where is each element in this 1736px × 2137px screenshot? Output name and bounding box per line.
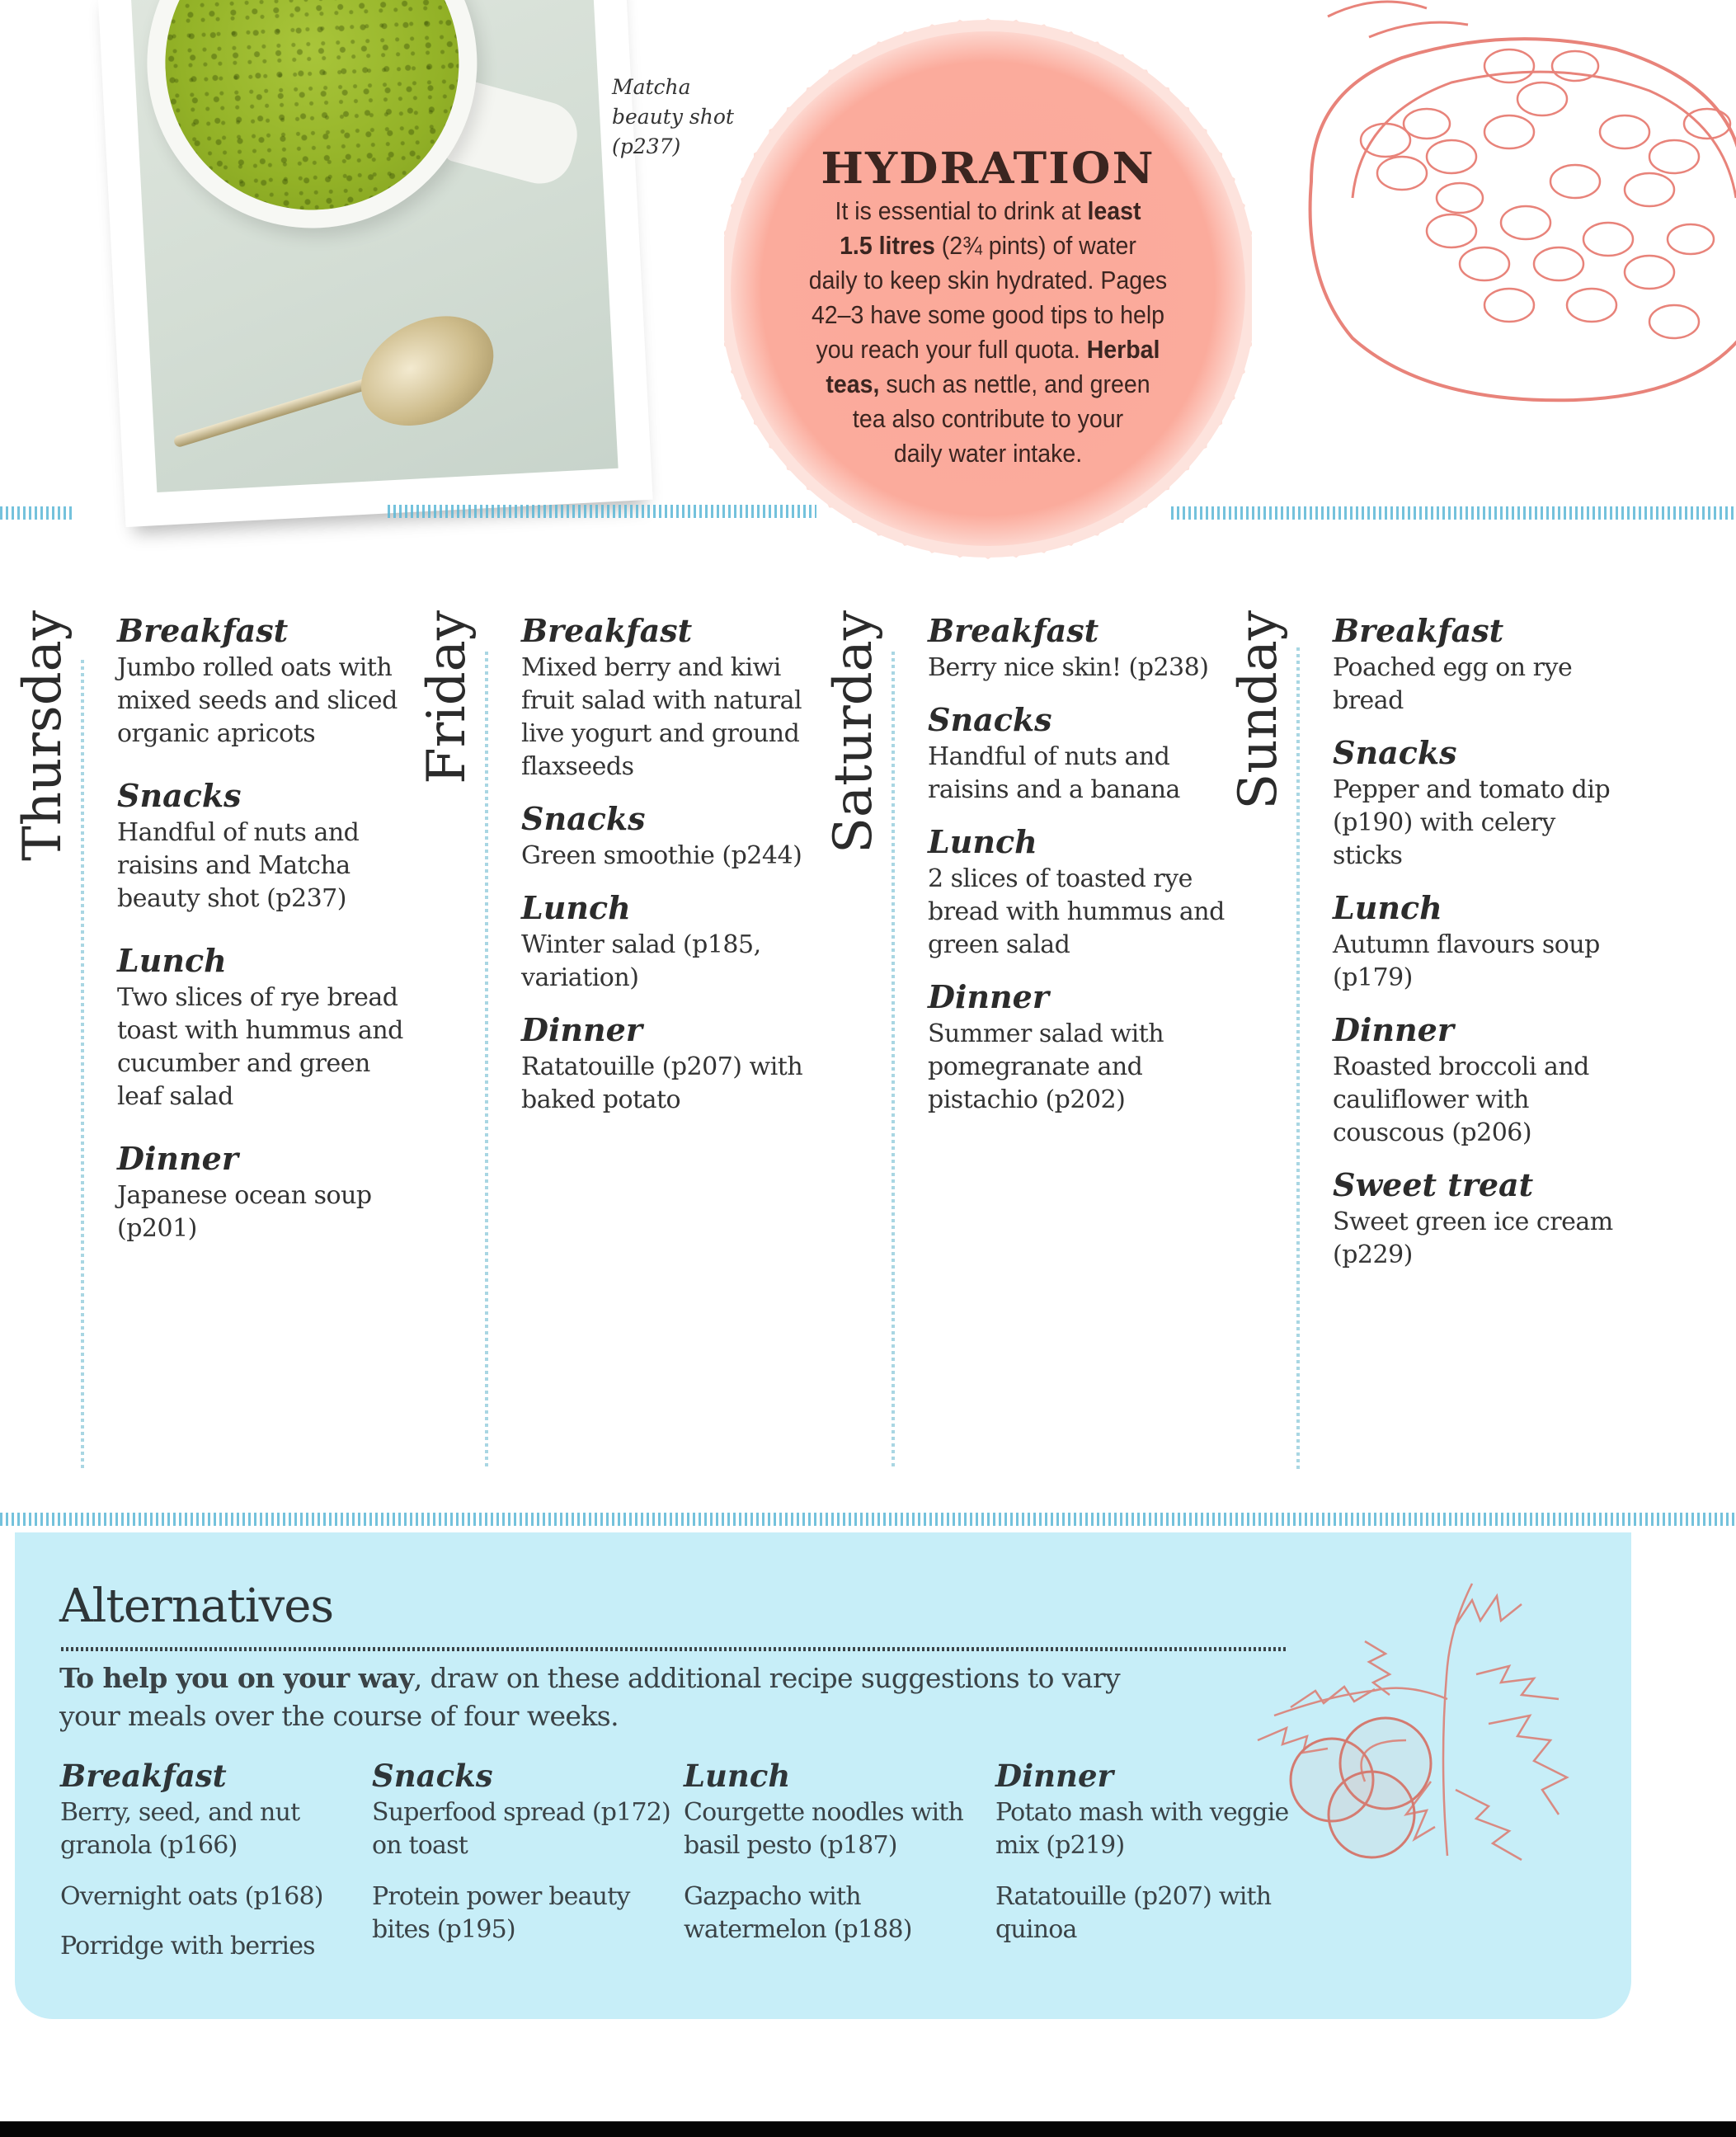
meal-title: Dinner [521, 1011, 642, 1048]
meal-text: Sweet green ice cream (p229) [1333, 1207, 1613, 1269]
hydration-bold-teas: teas, [826, 370, 880, 398]
hydration-line-4: 42–3 have some good tips to help [811, 300, 1165, 329]
day-name: Sunday [1228, 610, 1289, 810]
tick-band-left [0, 506, 74, 520]
day-name: Friday [416, 610, 478, 784]
alt-item: Protein power beauty bites (p195) [372, 1882, 630, 1944]
meal-text: Berry nice skin! (p238) [928, 653, 1209, 682]
hydration-bold-litres: 1.5 litres [840, 231, 935, 260]
hydration-line-6: teas, such as nettle, and green [826, 370, 1150, 398]
alt-column-breakfast [60, 1755, 374, 1981]
meal-list [1333, 610, 1630, 1287]
meal-title: Breakfast [928, 612, 1099, 649]
scan-edge [0, 2121, 1736, 2137]
tick-band-bottom [0, 1513, 1736, 1526]
day-name: Thursday [12, 610, 73, 861]
alt-column-lunch [684, 1755, 997, 1965]
meal-list [521, 610, 818, 1132]
dotted-rule [61, 1647, 1287, 1651]
alternatives-title: Alternatives [59, 1579, 334, 1633]
meal-title: Lunch [117, 942, 227, 979]
meal-text: Japanese ocean soup (p201) [117, 1181, 372, 1243]
hydration-badge [724, 8, 1252, 569]
dotted-divider [485, 652, 488, 1468]
meal-title: Lunch [521, 889, 631, 926]
day-label [1226, 610, 1291, 858]
day-name: Saturday [823, 610, 884, 854]
day-label [10, 610, 76, 861]
hydration-line-8: daily water intake. [893, 439, 1083, 468]
meal-title: Snacks [521, 800, 646, 837]
photo-caption-line: Matcha [612, 75, 691, 99]
meal-text: Two slices of rye bread toast with hummus and cucumber and green leaf salad [117, 983, 403, 1111]
hydration-bold-least: least [1087, 196, 1141, 225]
alt-item: Courgette noodles with basil pesto (p187) [684, 1798, 964, 1860]
meal-title: Snacks [1333, 734, 1457, 771]
meal-text: Handful of nuts and raisins and Matcha beauty shot (p237) [117, 818, 360, 913]
hydration-content [782, 144, 1194, 471]
meal-text: Jumbo rolled oats with mixed seeds and sliced organic apricots [117, 653, 398, 748]
matcha-cup-icon [139, 0, 485, 237]
alt-item: Overnight oats (p168) [60, 1882, 323, 1911]
hydration-line-3: daily to keep skin hydrated. Pages [808, 266, 1168, 294]
meal-text: Green smoothie (p244) [521, 841, 802, 870]
meal-text: Handful of nuts and raisins and a banana [928, 742, 1180, 804]
meal-list [117, 610, 414, 1270]
alt-column-snacks [372, 1755, 685, 1965]
day-label [821, 610, 887, 858]
alt-item: Ratatouille (p207) with quinoa [995, 1882, 1272, 1944]
alt-item: Potato mash with veggie mix (p219) [995, 1798, 1289, 1860]
tick-band-right [1171, 506, 1736, 520]
hydration-title: HYDRATION [821, 144, 1155, 194]
meal-title: Breakfast [117, 612, 289, 649]
day-label [414, 610, 480, 858]
intro-bold: To help you on your way [59, 1662, 414, 1694]
hydration-bold-herbal: Herbal [1086, 335, 1160, 364]
meal-title: Breakfast [1333, 612, 1504, 649]
meal-title: Lunch [1333, 889, 1442, 926]
meal-text: Ratatouille (p207) with baked potato [521, 1052, 803, 1114]
alt-column-title: Dinner [995, 1758, 1113, 1794]
meal-list [928, 610, 1225, 1132]
pomegranate-illustration-icon [1262, 0, 1736, 421]
alt-column-title: Snacks [372, 1758, 493, 1794]
meal-text: Autumn flavours soup (p179) [1333, 930, 1600, 992]
meal-title: Dinner [1333, 1011, 1454, 1048]
hydration-line-5: you reach your full quota. Herbal [816, 335, 1160, 364]
meal-text: Roasted broccoli and cauliflower with couscous (p206) [1333, 1052, 1589, 1147]
meal-title: Snacks [928, 701, 1052, 738]
hydration-line-1 [798, 194, 1178, 228]
hydration-text: It is essential to drink at [835, 196, 1088, 225]
intro-text: , draw on these additional recipe suggestions to vary your meals over the course of four weeks. [59, 1662, 1121, 1732]
matcha-photo-image [130, 0, 619, 492]
meal-text: Poached egg on rye bread [1333, 653, 1573, 715]
meal-title: Dinner [117, 1140, 238, 1177]
alt-column-title: Lunch [684, 1758, 791, 1794]
alternatives-intro [59, 1659, 1131, 1735]
meal-text: Pepper and tomato dip (p190) with celery sticks [1333, 775, 1611, 870]
meal-text: Summer salad with pomegranate and pistachio (p202) [928, 1019, 1164, 1114]
hydration-line-2: 1.5 litres (2¾ pints) of water [840, 231, 1136, 260]
meal-title: Snacks [117, 777, 242, 814]
meal-text: 2 slices of toasted rye bread with hummus and green salad [928, 864, 1225, 959]
meal-title: Dinner [928, 978, 1049, 1015]
hydration-line-7: tea also contribute to your [852, 404, 1124, 433]
meal-text: Winter salad (p185, variation) [521, 930, 761, 992]
meal-text: Mixed berry and kiwi fruit salad with natural live yogurt and ground flaxseeds [521, 653, 802, 781]
alt-item: Porridge with berries [60, 1932, 315, 1960]
meal-title: Sweet treat [1333, 1166, 1534, 1203]
dotted-divider [81, 660, 84, 1468]
alt-item: Gazpacho with watermelon (p188) [684, 1882, 912, 1944]
matcha-photo [97, 0, 653, 527]
dotted-divider [1296, 647, 1300, 1472]
alt-item: Superfood spread (p172) on toast [372, 1798, 670, 1860]
tomato-vine-illustration-icon [1241, 1551, 1621, 1905]
alt-column-title: Breakfast [60, 1758, 227, 1794]
meal-title: Lunch [928, 823, 1037, 860]
spoon-icon [342, 294, 512, 448]
photo-caption-line: (p237) [612, 134, 681, 158]
dotted-divider [892, 652, 895, 1468]
meal-title: Breakfast [521, 612, 693, 649]
hydration-body [798, 194, 1178, 471]
photo-caption-line: beauty shot [612, 105, 734, 129]
alt-item: Berry, seed, and nut granola (p166) [60, 1798, 300, 1860]
